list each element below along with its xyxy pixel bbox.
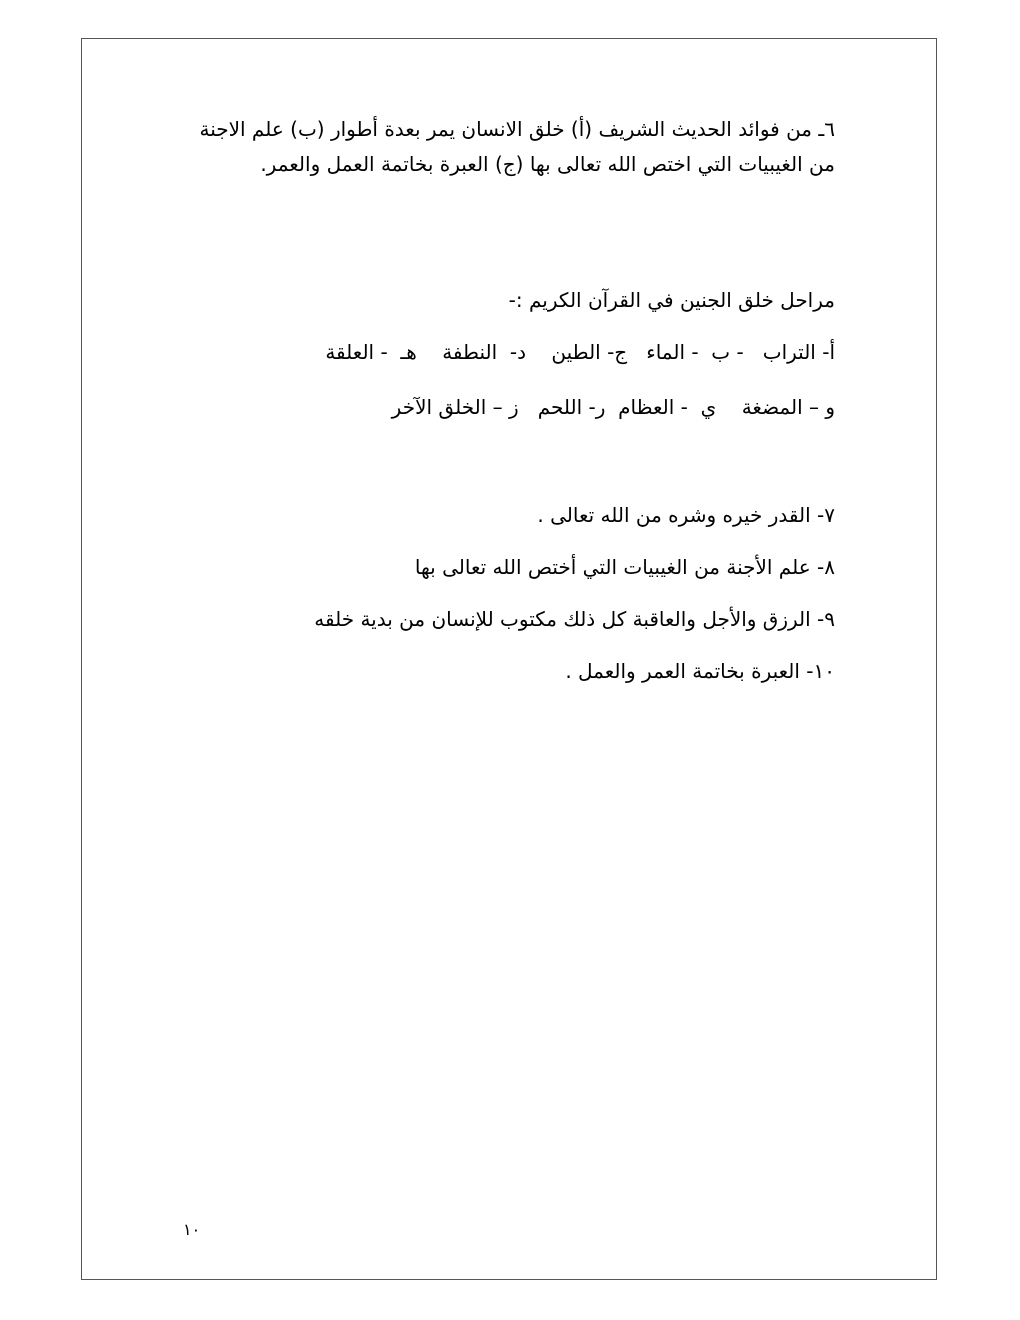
point-9: ٩- الرزق والأجل والعاقبة كل ذلك مكتوب للإنسان من بدية خلقه: [314, 607, 835, 631]
stages-list-line-1: أ- التراب - ب - الماء ج- الطين د- النطفة هـ - العلقة: [325, 340, 835, 364]
point-10: ١٠- العبرة بخاتمة العمر والعمل .: [565, 659, 835, 683]
point-6-paragraph: ٦ـ من فوائد الحديث الشريف (أ) خلق الانسان يمر بعدة أطوار (ب) علم الاجنة من الغيبيات التي اختص الله تعالى بها (ج) العبرة بخاتمة العمل والعمر.: [199, 117, 835, 176]
document-body: [180, 0, 835, 1320]
stages-heading: مراحل خلق الجنين في القرآن الكريم :-: [508, 288, 835, 312]
point-8: ٨- علم الأجنة من الغيبيات التي أختص الله تعالى بها: [414, 555, 835, 579]
stages-list-line-2: و – المضغة ي - العظام ر- اللحم ز – الخلق الآخر: [391, 395, 835, 419]
point-7: ٧- القدر خيره وشره من الله تعالى .: [537, 503, 835, 527]
page-number: ١٠: [183, 1220, 201, 1239]
